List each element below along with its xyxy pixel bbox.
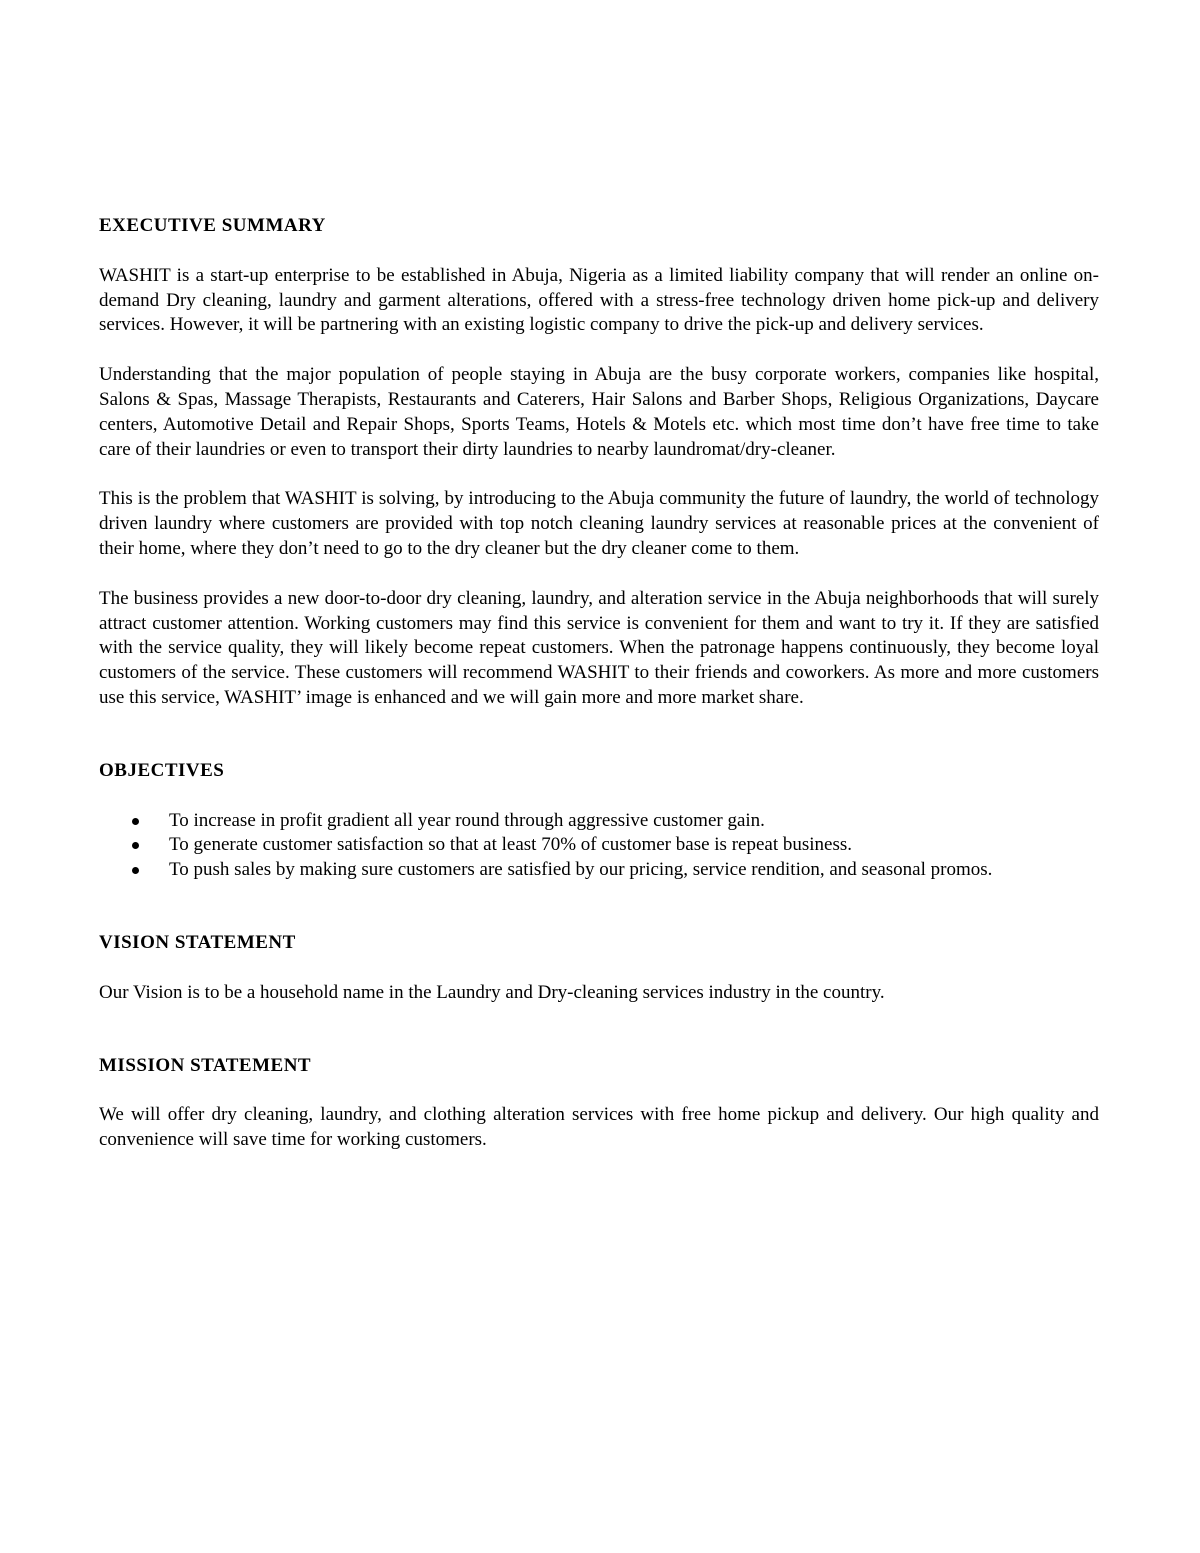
vision-section xyxy=(99,931,1099,1006)
objectives-heading: OBJECTIVES xyxy=(99,759,225,781)
executive-summary-paragraph-4: The business provides a new door-to-door dry cleaning, laundry, and alteration service in the Abuja neighborhoods that will surely attract customer attention. Working customers may find this service is convenient for them and want to try it. If they are satisfied with the service quality, they will likely become repeat customers. When the patronage happens continuously, they become loyal customers of the service. These customers will recommend WASHIT to their friends and coworkers. As more and more customers use this service, WASHIT’ image is enhanced and we will gain more and more market share. xyxy=(99,587,1099,708)
mission-heading: MISSION STATEMENT xyxy=(99,1054,312,1076)
bullet-icon xyxy=(132,818,139,825)
vision-text: Our Vision is to be a household name in the Laundry and Dry-cleaning services industry in the country. xyxy=(99,981,885,1003)
list-item xyxy=(99,833,1099,858)
objectives-list xyxy=(99,809,1099,883)
bullet-icon xyxy=(132,867,139,874)
mission-text: We will offer dry cleaning, laundry, and clothing alteration services with free home pickup and delivery. Our high quality and convenience will save time for working customers. xyxy=(99,1104,1099,1151)
list-item xyxy=(99,809,1099,834)
vision-heading: VISION STATEMENT xyxy=(99,931,296,953)
list-item xyxy=(99,858,1099,883)
objective-text: To generate customer satisfaction so that at least 70% of customer base is repeat business. xyxy=(169,834,852,856)
bullet-icon xyxy=(132,842,139,849)
executive-summary-paragraph-3: This is the problem that WASHIT is solving, by introducing to the Abuja community the future of laundry, the world of technology driven laundry where customers are provided with top notch cleaning laundry services at reasonable prices at the convenient of their home, where they don’t need to go to the dry cleaner but the dry cleaner come to them. xyxy=(99,488,1099,559)
document-body xyxy=(99,214,1099,1153)
mission-section xyxy=(99,1054,1099,1153)
executive-summary-paragraph-1: WASHIT is a start-up enterprise to be established in Abuja, Nigeria as a limited liability company that will render an online on-demand Dry cleaning, laundry and garment alterations, offered with a stress-free technology driven home pick-up and delivery services. However, it will be partnering with an existing logistic company to drive the pick-up and delivery services. xyxy=(99,264,1099,336)
executive-summary-section xyxy=(99,214,1099,711)
objective-text: To increase in profit gradient all year round through aggressive customer gain. xyxy=(169,809,765,831)
executive-summary-paragraph-2: Understanding that the major population of people staying in Abuja are the busy corporate workers, companies like hospital, Salons & Spas, Massage Therapists, Restaurants and Caterers, Hair Salons and Barber Shops, Religious Organizations, Daycare centers, Automotive Detail and Repair Shops, Sports Teams, Hotels & Motels etc. which most time don’t have free time to take care of their laundries or even to transport their dirty laundries to nearby laundromat/dry-cleaner. xyxy=(99,364,1099,460)
objectives-section xyxy=(99,759,1099,883)
objective-text: To push sales by making sure customers are satisfied by our pricing, service rendition, and seasonal promos. xyxy=(169,859,993,881)
executive-summary-heading: EXECUTIVE SUMMARY xyxy=(99,215,326,236)
